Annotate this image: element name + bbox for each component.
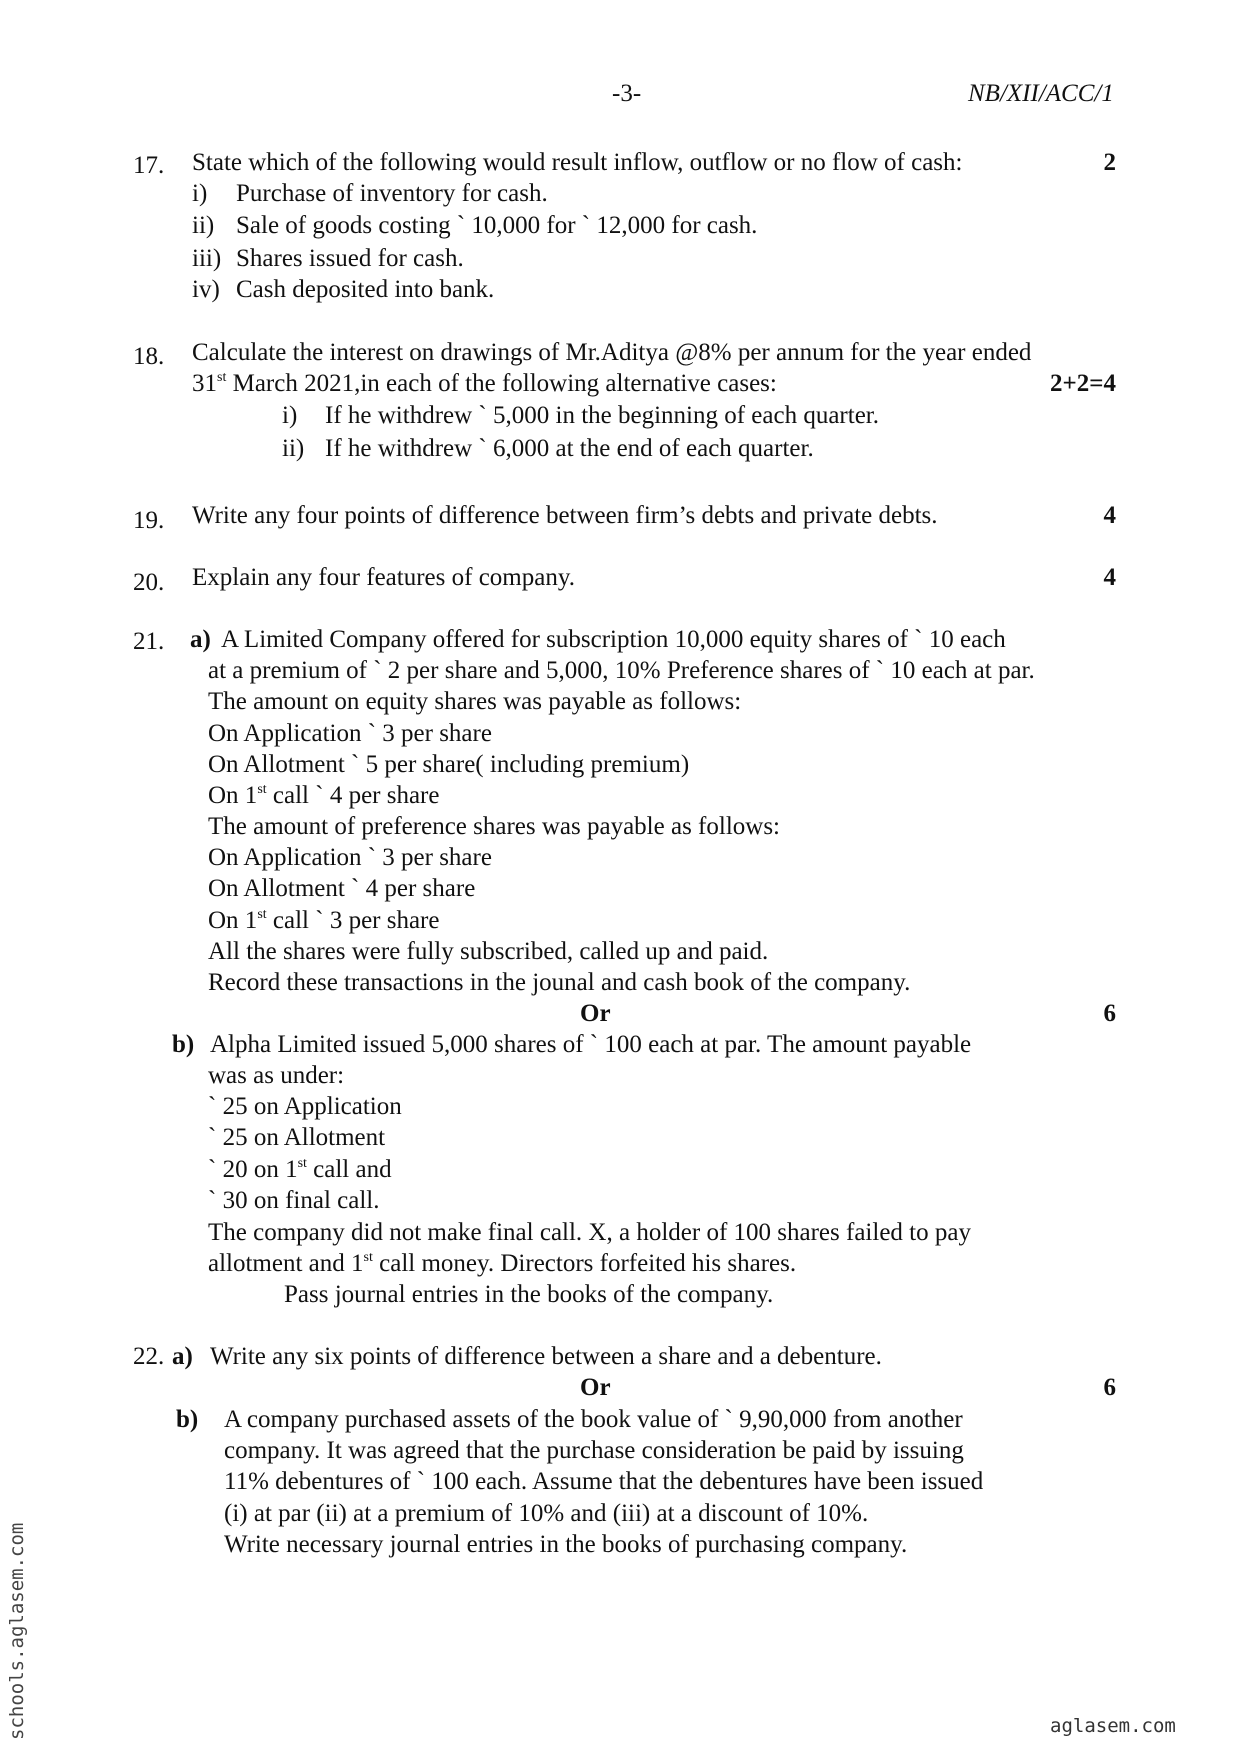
question-text: Write any four points of difference between firm’s debts and private debts. bbox=[192, 502, 938, 529]
question-text: Write necessary journal entries in the books of purchasing company. bbox=[224, 1531, 908, 1558]
question-number: 22. bbox=[133, 1343, 165, 1370]
item-text: Cash deposited into bank. bbox=[236, 276, 495, 303]
call-suffix: st bbox=[257, 782, 267, 797]
footer-watermark: aglasem.com bbox=[1050, 1715, 1176, 1737]
item-text: If he withdrew ` 6,000 at the end of each quarter. bbox=[325, 435, 814, 462]
item-label: ii) bbox=[282, 435, 305, 462]
question-text bbox=[208, 1154, 392, 1185]
question-text: ` 30 on final call. bbox=[208, 1187, 380, 1214]
question-text: at a premium of ` 2 per share and 5,000, 10% Preference shares of ` 10 each at par. bbox=[208, 657, 1035, 684]
question-text: The company did not make final call. X, a holder of 100 shares failed to pay bbox=[208, 1219, 971, 1246]
question-text: company. It was agreed that the purchase consideration be paid by issuing bbox=[224, 1437, 964, 1464]
question-marks: 6 bbox=[1103, 1000, 1116, 1027]
question-marks: 4 bbox=[1103, 502, 1116, 529]
question-text bbox=[208, 905, 439, 936]
part-label: b) bbox=[172, 1031, 195, 1058]
question-text: Pass journal entries in the books of the company. bbox=[284, 1281, 774, 1308]
question-text: State which of the following would result inflow, outflow or no flow of cash: bbox=[192, 149, 963, 176]
call-pre: On 1 bbox=[208, 782, 258, 809]
or-separator: Or bbox=[580, 1374, 611, 1401]
question-text: 11% debentures of ` 100 each. Assume that the debentures have been issued bbox=[224, 1468, 984, 1495]
question-marks: 4 bbox=[1103, 564, 1116, 591]
question-number: 19. bbox=[133, 507, 165, 534]
question-text: (i) at par (ii) at a premium of 10% and (iii) at a discount of 10%. bbox=[224, 1500, 869, 1527]
question-text: Explain any four features of company. bbox=[192, 564, 575, 591]
date-rest: March 2021,in each of the following alternative cases: bbox=[226, 370, 777, 397]
question-text: The amount of preference shares was payable as follows: bbox=[208, 813, 780, 840]
question-text: A company purchased assets of the book value of ` 9,90,000 from another bbox=[224, 1406, 963, 1433]
call-suffix: st bbox=[297, 1156, 307, 1171]
call-post: call ` 3 per share bbox=[266, 907, 440, 934]
item-label: ii) bbox=[192, 212, 215, 239]
question-text: On Application ` 3 per share bbox=[208, 844, 492, 871]
question-marks: 2+2=4 bbox=[1050, 370, 1116, 397]
question-text: Alpha Limited issued 5,000 shares of ` 100 each at par. The amount payable bbox=[210, 1031, 972, 1058]
question-text: ` 25 on Allotment bbox=[208, 1124, 386, 1151]
question-text: Calculate the interest on drawings of Mr.Aditya @8% per annum for the year ended bbox=[192, 339, 1032, 366]
call-suffix: st bbox=[257, 907, 267, 922]
or-separator: Or bbox=[580, 1000, 611, 1027]
date-suffix: st bbox=[217, 370, 227, 385]
question-text: ` 25 on Application bbox=[208, 1093, 402, 1120]
item-label: i) bbox=[192, 180, 208, 207]
part-label: a) bbox=[172, 1343, 193, 1370]
date-day: 31 bbox=[192, 370, 217, 397]
item-label: iv) bbox=[192, 276, 220, 303]
question-text: A Limited Company offered for subscription 10,000 equity shares of ` 10 each bbox=[221, 626, 1006, 653]
item-text: Purchase of inventory for cash. bbox=[236, 180, 548, 207]
call-pre: On 1 bbox=[208, 907, 258, 934]
question-text bbox=[208, 1248, 796, 1279]
question-text: was as under: bbox=[208, 1062, 345, 1089]
page-number: -3- bbox=[612, 80, 642, 107]
question-marks: 6 bbox=[1103, 1374, 1116, 1401]
item-label: i) bbox=[282, 402, 298, 429]
question-text: Record these transactions in the jounal and cash book of the company. bbox=[208, 969, 911, 996]
paper-code: NB/XII/ACC/1 bbox=[968, 80, 1114, 107]
item-text: Shares issued for cash. bbox=[236, 245, 464, 272]
question-text: On Allotment ` 4 per share bbox=[208, 875, 476, 902]
question-text-line2 bbox=[192, 368, 777, 399]
question-text: Write any six points of difference between a share and a debenture. bbox=[210, 1343, 882, 1370]
call-post: call ` 4 per share bbox=[266, 782, 440, 809]
question-number: 18. bbox=[133, 343, 165, 370]
question-text: On Application ` 3 per share bbox=[208, 720, 492, 747]
part-label: b) bbox=[176, 1406, 199, 1433]
question-number: 17. bbox=[133, 152, 165, 179]
call-pre: allotment and 1 bbox=[208, 1250, 364, 1277]
call-suffix: st bbox=[363, 1250, 373, 1265]
side-watermark: schools.aglasem.com bbox=[6, 1522, 28, 1740]
call-post: call and bbox=[306, 1156, 392, 1183]
question-text: On Allotment ` 5 per share( including premium) bbox=[208, 751, 690, 778]
question-text: The amount on equity shares was payable as follows: bbox=[208, 688, 742, 715]
item-label: iii) bbox=[192, 245, 222, 272]
question-number: 21. bbox=[133, 628, 165, 655]
call-post: call money. Directors forfeited his shares. bbox=[372, 1250, 797, 1277]
question-text bbox=[208, 780, 439, 811]
question-number: 20. bbox=[133, 569, 165, 596]
item-text: If he withdrew ` 5,000 in the beginning of each quarter. bbox=[325, 402, 879, 429]
question-marks: 2 bbox=[1103, 149, 1116, 176]
call-pre: ` 20 on 1 bbox=[208, 1156, 298, 1183]
item-text: Sale of goods costing ` 10,000 for ` 12,000 for cash. bbox=[236, 212, 758, 239]
part-label: a) bbox=[190, 626, 211, 653]
question-text: All the shares were fully subscribed, called up and paid. bbox=[208, 938, 769, 965]
